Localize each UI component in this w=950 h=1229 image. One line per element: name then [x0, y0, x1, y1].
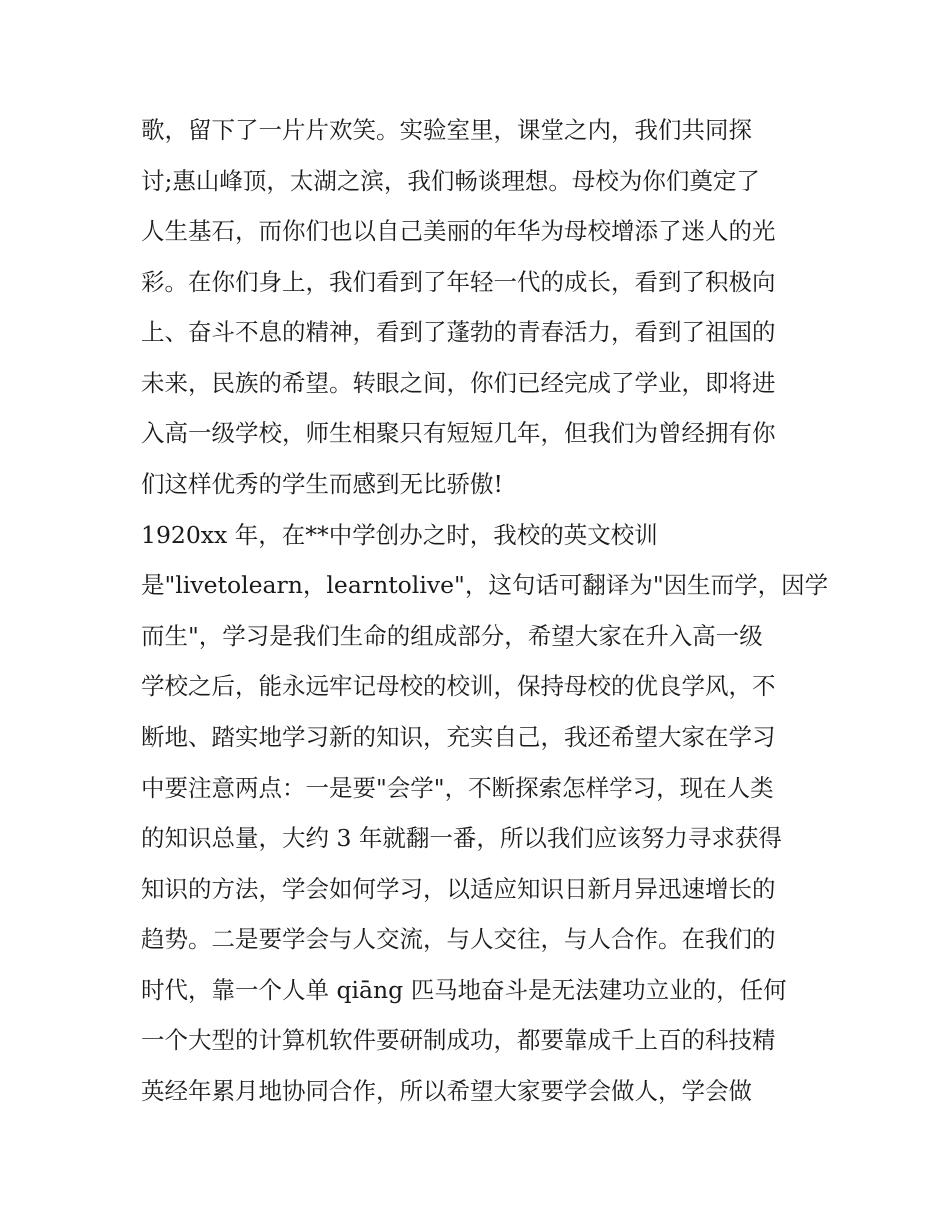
text-line: 入高一级学校，师生相聚只有短短几年，但我们为曾经拥有你 [141, 419, 776, 447]
text-line: 彩。在你们身上，我们看到了年轻一代的成长，看到了积极向 [141, 268, 776, 296]
text-line: 一个大型的计算机软件要研制成功，都要靠成千上百的科技精 [141, 1026, 776, 1054]
text-line: 未来，民族的希望。转眼之间，你们已经完成了学业，即将进 [141, 369, 776, 397]
text-line: 们这样优秀的学生而感到无比骄傲! [141, 470, 503, 498]
text-line: 是"livetolearn，learntolive"，这句话可翻译为"因生而学，因学 [141, 571, 829, 599]
text-line: 人生基石，而你们也以自己美丽的年华为母校增添了迷人的光 [141, 217, 776, 245]
text-line: 而生"，学习是我们生命的组成部分，希望大家在升入高一级 [141, 622, 763, 650]
text-line: 学校之后，能永远牢记母校的校训，保持母校的优良学风，不 [141, 672, 776, 700]
text-line: 上、奋斗不息的精神，看到了蓬勃的青春活力，看到了祖国的 [141, 318, 776, 346]
text-line: 讨;惠山峰顶，太湖之滨，我们畅谈理想。母校为你们奠定了 [141, 167, 760, 195]
text-line: 英经年累月地协同合作，所以希望大家要学会做人，学会做 [141, 1077, 752, 1105]
text-line: 中要注意两点：一是要"会学"，不断探索怎样学习，现在人类 [141, 774, 774, 802]
text-line: 趋势。二是要学会与人交流，与人交往，与人合作。在我们的 [141, 925, 776, 953]
text-line: 时代，靠一个人单 qiāng 匹马地奋斗是无法建功立业的，任何 [141, 976, 787, 1004]
text-line: 1920xx 年，在**中学创办之时，我校的英文校训 [141, 521, 658, 549]
text-line: 断地、踏实地学习新的知识，充实自己，我还希望大家在学习 [141, 723, 776, 751]
text-line: 的知识总量，大约 3 年就翻一番，所以我们应该努力寻求获得 [141, 824, 782, 852]
text-line: 知识的方法，学会如何学习，以适应知识日新月异迅速增长的 [141, 875, 776, 903]
text-line: 歌，留下了一片片欢笑。实验室里，课堂之内，我们共同探 [141, 116, 752, 144]
